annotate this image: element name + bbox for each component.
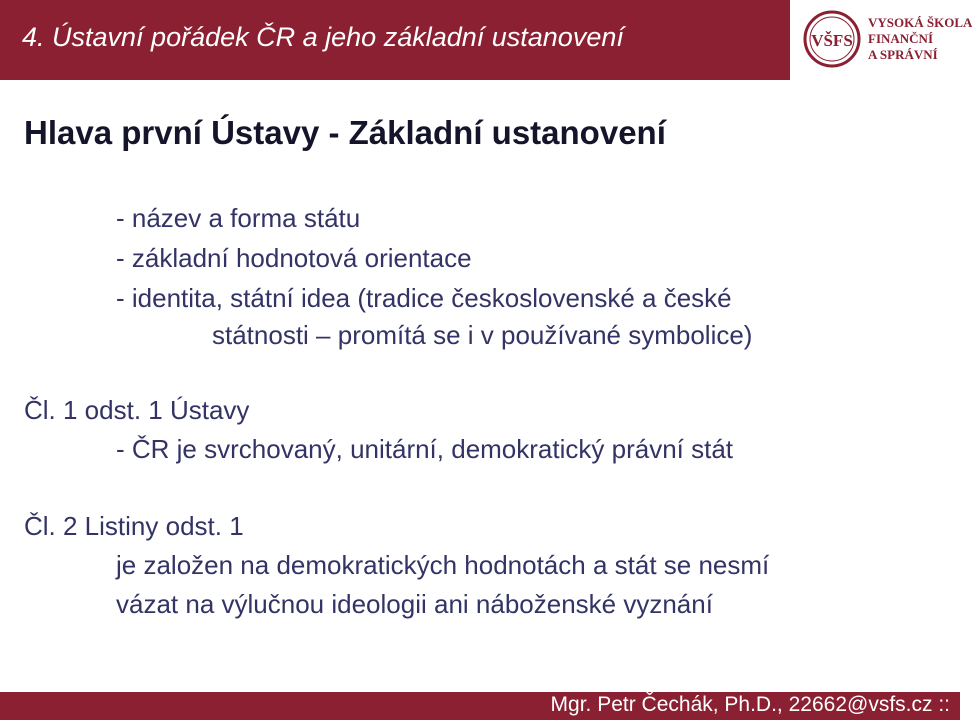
- article-2-heading: Čl. 2 Listiny odst. 1: [24, 511, 244, 541]
- header-bar: [0, 0, 790, 80]
- article-1-text: - ČR je svrchovaný, unitární, demokratický právní stát: [116, 434, 734, 464]
- vsfs-logo-mark: [802, 9, 862, 69]
- school-logo: [790, 0, 972, 80]
- footer-bar: [0, 692, 960, 720]
- article-2-text: vázat na výlučnou ideologii ani náboženské vyznání: [116, 589, 713, 619]
- bullet-item: - základní hodnotová orientace: [116, 243, 472, 273]
- logo-line-3: A SPRÁVNÍ: [868, 47, 938, 62]
- article-2-text: je založen na demokratických hodnotách a stát se nesmí: [116, 550, 770, 580]
- header-title: 4. Ústavní pořádek ČR a jeho základní ustanovení: [22, 22, 624, 52]
- article-1-heading: Čl. 1 odst. 1 Ústavy: [24, 395, 250, 425]
- logo-text: [868, 15, 972, 63]
- footer-author: Mgr. Petr Čechák, Ph.D., 22662@vsfs.cz ::: [550, 693, 950, 716]
- bullet-item: - název a forma státu: [116, 203, 361, 233]
- logo-monogram: VŠFS: [811, 31, 853, 50]
- bullet-item: - identita, státní idea (tradice československé a české: [116, 283, 732, 313]
- bullet-item-continuation: státnosti – promítá se i v používané symbolice): [212, 320, 753, 350]
- slide-title: Hlava první Ústavy - Základní ustanovení: [24, 114, 666, 151]
- logo-line-1: VYSOKÁ ŠKOLA: [868, 15, 972, 30]
- logo-line-2: FINANČNÍ: [868, 31, 933, 46]
